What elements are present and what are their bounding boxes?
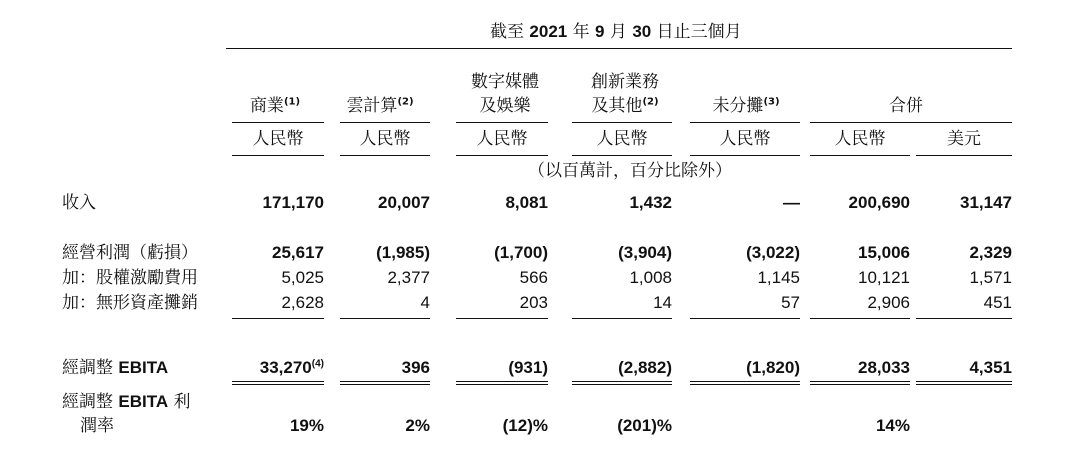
col-commerce-note: (1) bbox=[283, 96, 301, 108]
total-line-cloud-b bbox=[340, 384, 430, 385]
row-label-ebita-margin-line2: 潤率 bbox=[80, 416, 114, 436]
cell-margin-media: (12)% bbox=[502, 416, 548, 435]
cell-opinc-rmb: 15,006 bbox=[858, 243, 910, 262]
period-title bbox=[490, 22, 742, 42]
cell-revenue-usd: 31,147 bbox=[960, 193, 1012, 212]
col-cloud-note: (2) bbox=[397, 96, 414, 108]
cell-ebita-commerce bbox=[232, 358, 324, 378]
col-header-innovation-line2 bbox=[580, 96, 670, 116]
margin-prefix: 經調整 bbox=[62, 392, 119, 412]
cell-amort-media: 203 bbox=[519, 293, 548, 312]
cell-revenue-innovation: 1,432 bbox=[629, 193, 672, 212]
header-underline-media bbox=[456, 122, 548, 123]
row-label-amortization: 加：無形資產攤銷 bbox=[62, 293, 198, 313]
cell-revenue-rmb: 200,690 bbox=[848, 193, 910, 212]
subtotal-line-rmb bbox=[810, 318, 910, 319]
header-underline-consolidated bbox=[810, 122, 1012, 123]
currency-commerce: 人民幣 bbox=[252, 129, 304, 149]
cell-opinc-innovation: (3,904) bbox=[618, 243, 672, 262]
col-innovation-note: (2) bbox=[642, 96, 659, 108]
cell-revenue-media: 8,081 bbox=[505, 193, 548, 212]
subtotal-line-media bbox=[456, 318, 548, 319]
col-header-commerce bbox=[230, 96, 320, 116]
currency-underline-innovation bbox=[572, 155, 672, 156]
period-title-post: 日止三個月 bbox=[651, 22, 742, 42]
adj-ebita-term: EBITA bbox=[118, 358, 169, 377]
adj-ebita-prefix: 經調整 bbox=[62, 358, 119, 378]
cell-margin-innovation: (201)% bbox=[617, 416, 672, 435]
currency-consolidated-usd: 美元 bbox=[947, 129, 981, 149]
header-underline-unallocated bbox=[690, 122, 800, 123]
col-header-innovation-line1: 創新業務 bbox=[591, 72, 659, 92]
currency-underline-rmb bbox=[810, 155, 910, 156]
col-header-unallocated bbox=[696, 96, 796, 116]
currency-consolidated-rmb: 人民幣 bbox=[834, 129, 886, 149]
cell-opinc-media: (1,700) bbox=[494, 243, 548, 262]
cell-ebita-usd: 4,351 bbox=[969, 358, 1012, 377]
row-label-adjusted-ebita bbox=[62, 358, 168, 378]
cell-amort-usd: 451 bbox=[983, 293, 1012, 312]
cell-ebita-unallocated: (1,820) bbox=[746, 358, 800, 377]
period-title-mid2: 月 bbox=[604, 22, 633, 42]
cell-opinc-cloud: (1,985) bbox=[376, 243, 430, 262]
total-line-usd-b bbox=[916, 384, 1012, 385]
cell-revenue-unallocated: — bbox=[783, 193, 800, 212]
subtotal-line-cloud bbox=[340, 318, 430, 319]
col-header-media-line1: 數字媒體 bbox=[471, 72, 539, 92]
currency-unallocated: 人民幣 bbox=[719, 129, 771, 149]
currency-cloud: 人民幣 bbox=[359, 129, 411, 149]
header-underline-innovation bbox=[572, 122, 672, 123]
currency-media: 人民幣 bbox=[476, 129, 528, 149]
period-title-mid1: 年 bbox=[567, 22, 596, 42]
col-header-media-line2: 及娛樂 bbox=[479, 96, 531, 116]
cell-amort-unallocated: 57 bbox=[781, 293, 800, 312]
row-label-ebita-margin bbox=[62, 392, 191, 412]
cell-revenue-commerce: 171,170 bbox=[262, 193, 324, 212]
col-innovation-label: 及其他 bbox=[591, 96, 643, 116]
cell-sbc-cloud: 2,377 bbox=[387, 268, 430, 287]
cell-amort-commerce: 2,628 bbox=[281, 293, 324, 312]
cell-sbc-media: 566 bbox=[519, 268, 548, 287]
cell-sbc-commerce: 5,025 bbox=[281, 268, 324, 287]
period-title-pre: 截至 bbox=[490, 22, 530, 42]
currency-underline-cloud bbox=[340, 155, 430, 156]
header-underline-cloud bbox=[340, 122, 430, 123]
row-label-revenue: 收入 bbox=[62, 193, 96, 213]
cell-amort-cloud: 4 bbox=[420, 293, 430, 312]
currency-underline-unallocated bbox=[690, 155, 800, 156]
total-line-rmb-a bbox=[810, 381, 910, 382]
currency-underline-usd bbox=[916, 155, 1012, 156]
total-line-media-a bbox=[456, 381, 548, 382]
cell-sbc-innovation: 1,008 bbox=[629, 268, 672, 287]
cell-sbc-usd: 1,571 bbox=[969, 268, 1012, 287]
total-line-innovation-b bbox=[572, 384, 672, 385]
total-line-rmb-b bbox=[810, 384, 910, 385]
col-header-cloud bbox=[330, 96, 430, 116]
cell-opinc-unallocated: (3,022) bbox=[746, 243, 800, 262]
margin-term: EBITA bbox=[118, 392, 169, 411]
row-label-operating-income: 經營利潤（虧損） bbox=[62, 243, 198, 263]
total-line-unallocated-a bbox=[690, 381, 800, 382]
cell-margin-rmb: 14% bbox=[875, 416, 910, 435]
col-cloud-label: 雲計算 bbox=[346, 96, 398, 116]
period-year: 2021 bbox=[529, 22, 568, 41]
cell-ebita-commerce-note: (4) bbox=[311, 358, 324, 370]
cell-revenue-cloud: 20,007 bbox=[378, 193, 430, 212]
cell-margin-cloud: 2% bbox=[405, 416, 430, 435]
margin-suffix: 利 bbox=[168, 392, 191, 412]
cell-opinc-commerce: 25,617 bbox=[272, 243, 324, 262]
row-label-sbc: 加：股權激勵費用 bbox=[62, 268, 198, 288]
cell-ebita-commerce-value: 33,270 bbox=[259, 358, 312, 377]
cell-amort-rmb: 2,906 bbox=[867, 293, 910, 312]
cell-ebita-media: (931) bbox=[508, 358, 548, 377]
col-commerce-label: 商業 bbox=[249, 96, 284, 116]
period-day: 30 bbox=[632, 22, 652, 41]
period-month: 9 bbox=[595, 22, 605, 41]
cell-ebita-rmb: 28,033 bbox=[858, 358, 910, 377]
total-line-innovation-a bbox=[572, 381, 672, 382]
currency-underline-media bbox=[456, 155, 548, 156]
currency-innovation: 人民幣 bbox=[596, 129, 648, 149]
cell-opinc-usd: 2,329 bbox=[969, 243, 1012, 262]
cell-ebita-innovation: (2,882) bbox=[618, 358, 672, 377]
total-line-cloud-a bbox=[340, 381, 430, 382]
col-unallocated-note: (3) bbox=[763, 96, 780, 108]
col-header-consolidated: 合併 bbox=[889, 96, 923, 116]
subtotal-line-usd bbox=[916, 318, 1012, 319]
cell-sbc-unallocated: 1,145 bbox=[757, 268, 800, 287]
unit-note: （以百萬計，百分比除外） bbox=[528, 161, 732, 181]
header-underline-commerce bbox=[232, 122, 324, 123]
period-underline bbox=[226, 48, 1012, 49]
cell-margin-commerce: 19% bbox=[289, 416, 324, 435]
col-unallocated-label: 未分攤 bbox=[712, 96, 764, 116]
cell-amort-innovation: 14 bbox=[653, 293, 672, 312]
total-line-commerce-b bbox=[232, 384, 324, 385]
total-line-unallocated-b bbox=[690, 384, 800, 385]
subtotal-line-commerce bbox=[232, 318, 324, 319]
cell-sbc-rmb: 10,121 bbox=[858, 268, 910, 287]
subtotal-line-innovation bbox=[572, 318, 672, 319]
total-line-media-b bbox=[456, 384, 548, 385]
subtotal-line-unallocated bbox=[690, 318, 800, 319]
cell-ebita-cloud: 396 bbox=[401, 358, 430, 377]
total-line-commerce-a bbox=[232, 381, 324, 382]
total-line-usd-a bbox=[916, 381, 1012, 382]
currency-underline-commerce bbox=[232, 155, 324, 156]
